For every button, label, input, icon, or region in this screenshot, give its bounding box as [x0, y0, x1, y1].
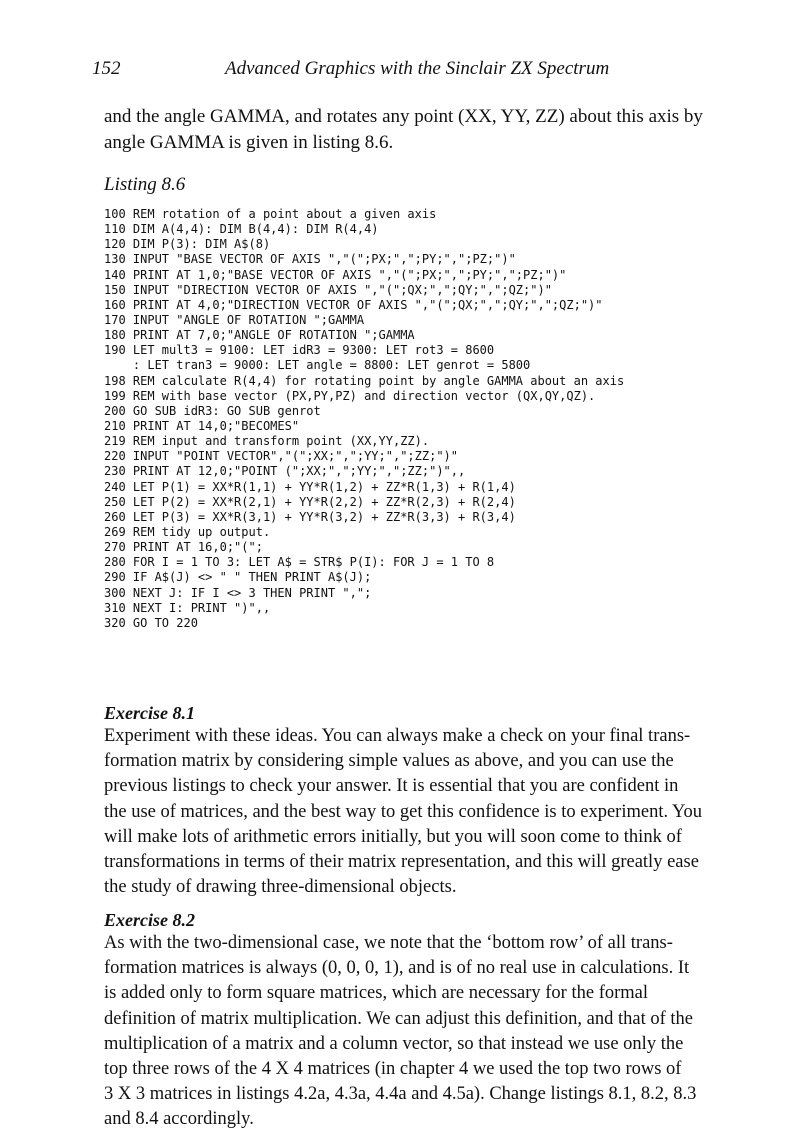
exercise-8-2-body: [104, 931, 764, 1133]
exercise-8-2-heading: Exercise 8.2: [104, 910, 195, 930]
code-line: 220 INPUT "POINT VECTOR","(";XX;",";YY;",";ZZ;")": [104, 449, 459, 464]
intro-line: angle GAMMA is given in listing 8.6.: [104, 132, 394, 153]
exercise-text-line: formation matrix by considering simple values as above, and you can use the: [104, 751, 674, 772]
exercise-8-1-body: [104, 724, 764, 900]
code-line: 269 REM tidy up output.: [104, 524, 271, 539]
intro-paragraph: [104, 104, 754, 156]
code-line: 198 REM calculate R(4,4) for rotating point by angle GAMMA about an axis: [104, 373, 625, 388]
exercise-8-1-heading: Exercise 8.1: [104, 703, 195, 723]
page-number: 152: [92, 58, 121, 79]
exercise-text-line: Experiment with these ideas. You can always make a check on your final trans-: [104, 726, 691, 746]
code-line: 260 LET P(3) = XX*R(3,1) + YY*R(3,2) + ZZ*R(3,3) + R(3,4): [104, 509, 516, 524]
code-line: 230 PRINT AT 12,0;"POINT (";XX;",";YY;",";ZZ;")",,: [104, 464, 466, 479]
code-line: 300 NEXT J: IF I <> 3 THEN PRINT ",";: [104, 585, 372, 600]
code-line: 290 IF A$(J) <> " " THEN PRINT A$(J);: [104, 570, 372, 585]
code-line: : LET tran3 = 9000: LET angle = 8800: LET genrot = 5800: [104, 358, 531, 373]
code-line: 180 PRINT AT 7,0;"ANGLE OF ROTATION ";GAMMA: [104, 328, 415, 343]
code-line: 310 NEXT I: PRINT ")",,: [104, 600, 271, 615]
code-line: 110 DIM A(4,4): DIM B(4,4): DIM R(4,4): [104, 222, 379, 237]
code-line: 160 PRINT AT 4,0;"DIRECTION VECTOR OF AXIS ","(";QX;",";QY;",";QZ;")": [104, 297, 603, 312]
exercise-text-line: top three rows of the 4 X 4 matrices (in chapter 4 we used the top two rows of: [104, 1059, 682, 1080]
exercise-text-line: the use of matrices, and the best way to get this confidence is to experiment. You: [104, 801, 703, 822]
running-title: Advanced Graphics with the Sinclair ZX Spectrum: [225, 58, 610, 79]
code-line: 130 INPUT "BASE VECTOR OF AXIS ","(";PX;",";PY;",";PZ;")": [104, 252, 516, 267]
code-line: 200 GO SUB idR3: GO SUB genrot: [104, 403, 321, 418]
exercise-text-line: and 8.4 accordingly.: [104, 1109, 254, 1130]
code-line: 270 PRINT AT 16,0;"(";: [104, 540, 263, 555]
exercise-text-line: the study of drawing three-dimensional objects.: [104, 877, 457, 898]
code-line: 140 PRINT AT 1,0;"BASE VECTOR OF AXIS ","(";PX;",";PY;",";PZ;")": [104, 267, 567, 282]
code-line: 210 PRINT AT 14,0;"BECOMES": [104, 418, 300, 433]
code-line: 250 LET P(2) = XX*R(2,1) + YY*R(2,2) + ZZ*R(2,3) + R(2,4): [104, 494, 516, 509]
code-line: 219 REM input and transform point (XX,YY,ZZ).: [104, 434, 430, 449]
exercise-text-line: formation matrices is always (0, 0, 0, 1), and is of no real use in calculations. It: [104, 958, 690, 979]
code-listing: [104, 207, 764, 631]
code-line: 190 LET mult3 = 9100: LET idR3 = 9300: LET rot3 = 8600: [104, 343, 495, 358]
intro-line: and the angle GAMMA, and rotates any point (XX, YY, ZZ) about this axis by: [104, 106, 703, 127]
code-line: 170 INPUT "ANGLE OF ROTATION ";GAMMA: [104, 312, 365, 327]
exercise-text-line: transformations in terms of their matrix representation, and this will greatly ease: [104, 852, 699, 873]
code-line: 199 REM with base vector (PX,PY,PZ) and direction vector (QX,QY,QZ).: [104, 388, 596, 403]
page-header: [92, 58, 792, 88]
listing-title: Listing 8.6: [104, 174, 186, 195]
code-line: 120 DIM P(3): DIM A$(8): [104, 237, 271, 252]
code-line: 280 FOR I = 1 TO 3: LET A$ = STR$ P(I): FOR J = 1 TO 8: [104, 555, 495, 570]
exercise-text-line: is added only to form square matrices, which are necessary for the formal: [104, 983, 649, 1004]
exercise-text-line: multiplication of a matrix and a column vector, so that instead we use only the: [104, 1033, 684, 1054]
exercise-text-line: As with the two-dimensional case, we note that the ‘bottom row’ of all trans-: [104, 933, 673, 953]
code-line: 320 GO TO 220: [104, 615, 198, 630]
exercise-text-line: 3 X 3 matrices in listings 4.2a, 4.3a, 4.4a and 4.5a). Change listings 8.1, 8.2, 8.3: [104, 1084, 697, 1105]
exercise-text-line: previous listings to check your answer. It is essential that you are confident in: [104, 776, 679, 797]
code-line: 240 LET P(1) = XX*R(1,1) + YY*R(1,2) + ZZ*R(1,3) + R(1,4): [104, 479, 516, 494]
exercise-text-line: will make lots of arithmetic errors initially, but you will soon come to think of: [104, 826, 682, 847]
exercise-text-line: definition of matrix multiplication. We can adjust this definition, and that of the: [104, 1008, 694, 1029]
code-line: 150 INPUT "DIRECTION VECTOR OF AXIS ","(";QX;",";QY;",";QZ;")": [104, 282, 552, 297]
code-line: 100 REM rotation of a point about a given axis: [104, 207, 437, 221]
